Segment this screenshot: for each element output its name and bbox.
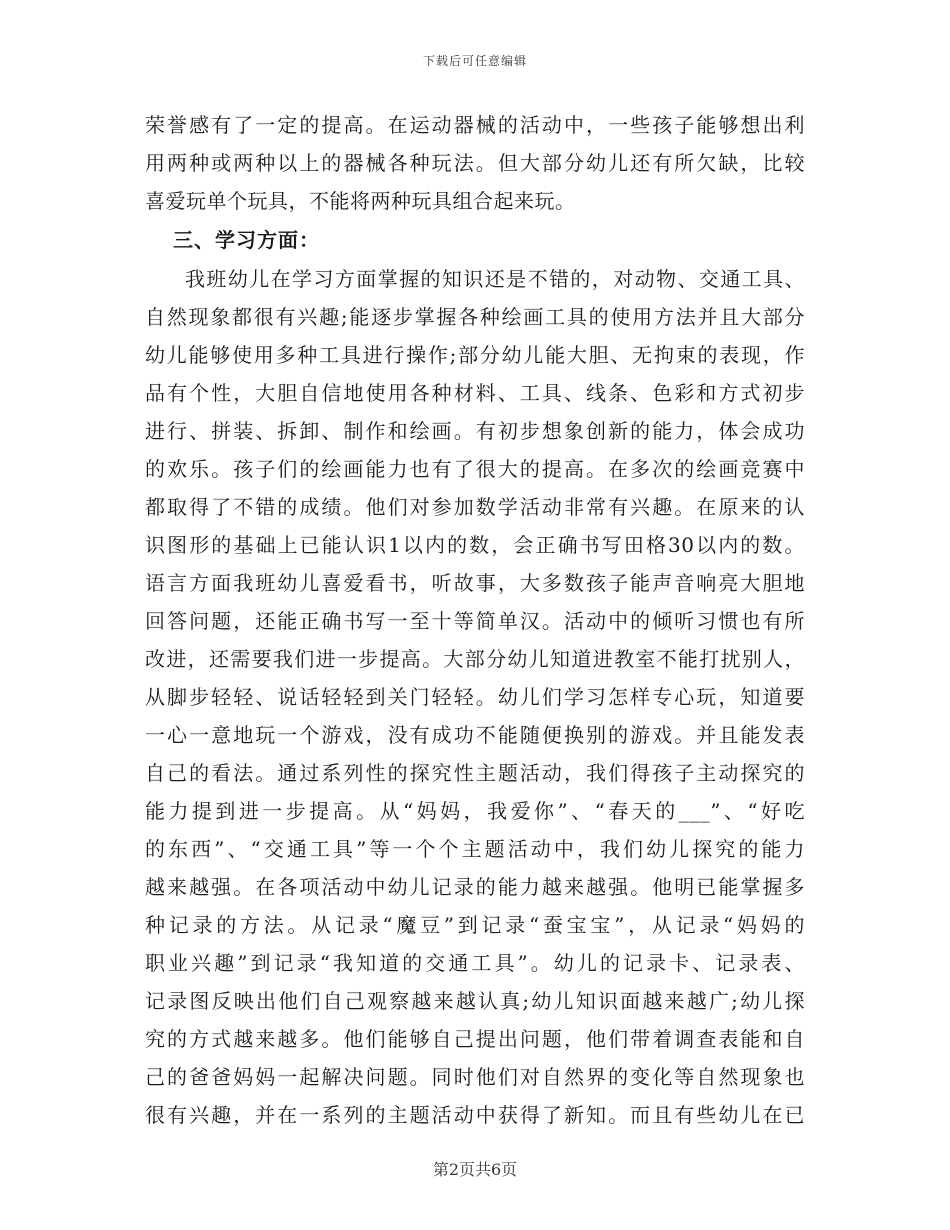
page-number-footer: 第2页共6页 <box>432 1160 518 1179</box>
text-line: 进行、拼装、拆卸、制作和绘画。有初步想象创新的能力，体会成功 <box>145 419 805 443</box>
text-line: 识图形的基础上已能认识1以内的数，会正确书写田格30以内的数。 <box>145 533 805 557</box>
text-line: 从脚步轻轻、说话轻轻到关门轻轻。幼儿们学习怎样专心玩，知道要 <box>145 685 805 709</box>
text-line: 荣誉感有了一定的提高。在运动器械的活动中，一些孩子能够想出利 <box>145 113 805 137</box>
text-line: 都取得了不错的成绩。他们对参加数学活动非常有兴趣。在原来的认 <box>145 495 805 519</box>
text-line: 自己的看法。通过系列性的探究性主题活动，我们得孩子主动探究的 <box>145 761 805 785</box>
text-line: 改进，还需要我们进一步提高。大部分幼儿知道进教室不能打扰别人， <box>145 647 805 671</box>
text-line: 究的方式越来越多。他们能够自己提出问题，他们带着调查表能和自 <box>145 1027 805 1051</box>
text-line: 越来越强。在各项活动中幼儿记录的能力越来越强。他明已能掌握多 <box>145 875 805 899</box>
text-line: 语言方面我班幼儿喜爱看书，听故事，大多数孩子能声音响亮大胆地 <box>145 571 805 595</box>
page-header: 下载后可任意编辑 <box>422 54 527 68</box>
text-line: 喜爱玩单个玩具，不能将两种玩具组合起来玩。 <box>145 189 576 213</box>
paragraph-continued <box>145 106 805 220</box>
text-line: 很有兴趣，并在一系列的主题活动中获得了新知。而且有些幼儿在已 <box>145 1103 805 1127</box>
text-line: 品有个性，大胆自信地使用各种材料、工具、线条、色彩和方式初步 <box>145 381 805 405</box>
text-line: 种记录的方法。从记录“魔豆”到记录“蚕宝宝”，从记录“妈妈的 <box>145 913 805 937</box>
text-line: 己的爸爸妈妈一起解决问题。同时他们对自然界的变化等自然现象也 <box>145 1065 805 1089</box>
text-line: 用两种或两种以上的器械各种玩法。但大部分幼儿还有所欠缺，比较 <box>145 151 805 175</box>
paragraph-learning <box>145 260 805 1134</box>
text-line: 职业兴趣”到记录“我知道的交通工具”。幼儿的记录卡、记录表、 <box>145 951 805 975</box>
text-line: 的东西”、“交通工具”等一个个主题活动中，我们幼儿探究的能力 <box>145 837 805 861</box>
text-line: 的欢乐。孩子们的绘画能力也有了很大的提高。在多次的绘画竞赛中 <box>145 457 805 481</box>
text-line: 自然现象都很有兴趣;能逐步掌握各种绘画工具的使用方法并且大部分 <box>145 305 805 329</box>
text-line: 记录图反映出他们自己观察越来越认真;幼儿知识面越来越广;幼儿探 <box>145 989 805 1013</box>
text-line: 能力提到进一步提高。从“妈妈，我爱你”、“春天的___”、“好吃 <box>145 799 805 823</box>
text-line: 幼儿能够使用多种工具进行操作;部分幼儿能大胆、无拘束的表现，作 <box>145 343 805 367</box>
text-line: 我班幼儿在学习方面掌握的知识还是不错的，对动物、交通工具、 <box>185 267 805 291</box>
document-body <box>145 106 805 1134</box>
text-line: 回答问题，还能正确书写一至十等简单汉。活动中的倾听习惯也有所 <box>145 609 805 633</box>
text-line: 一心一意地玩一个游戏，没有成功不能随便换别的游戏。并且能发表 <box>145 723 805 747</box>
section-heading: 三、学习方面： <box>173 228 320 252</box>
